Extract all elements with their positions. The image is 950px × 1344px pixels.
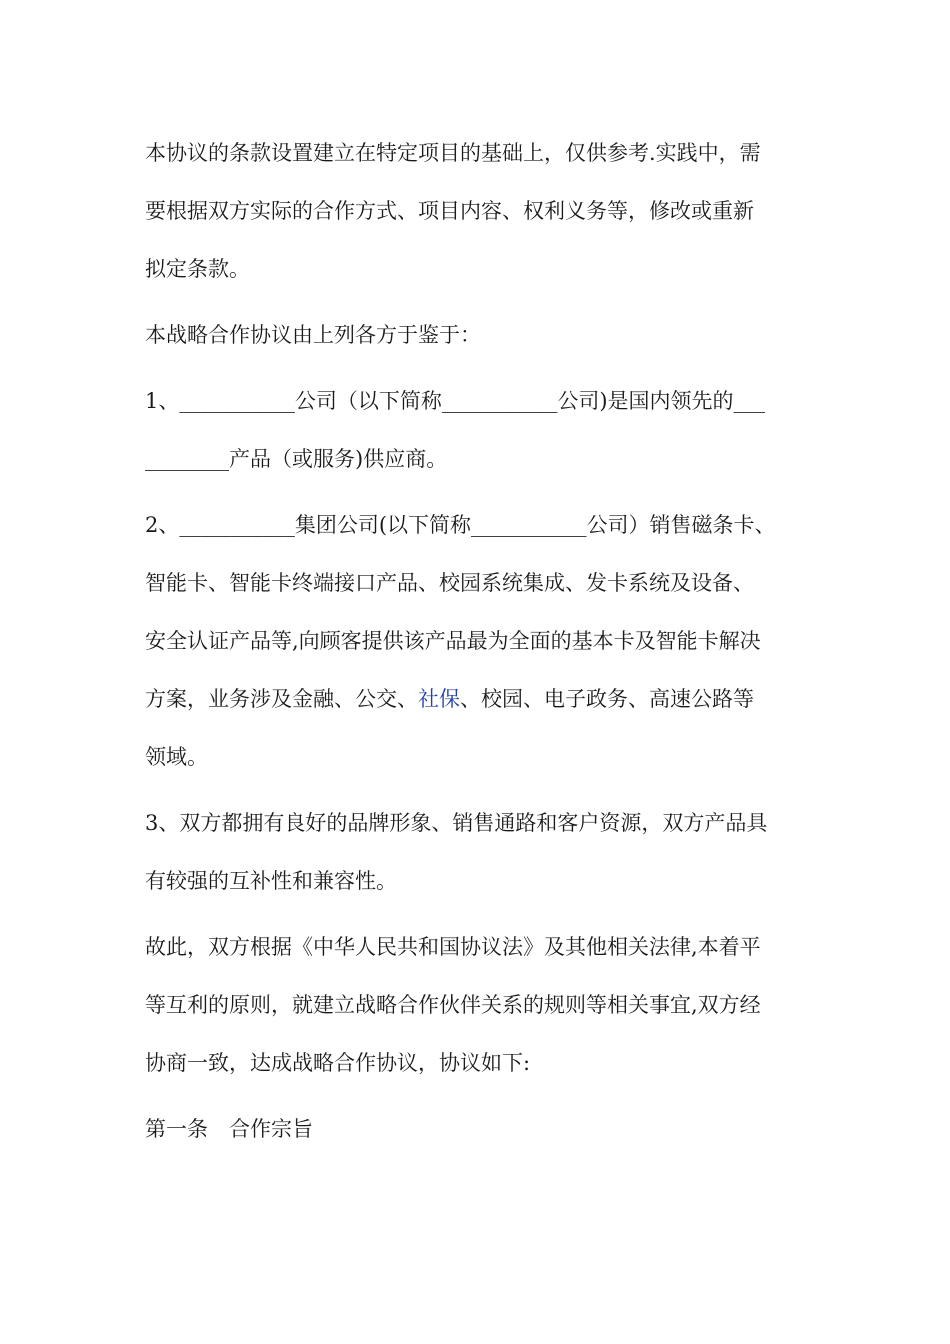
text-line	[145, 670, 815, 728]
heading-text: 第一条 合作宗旨	[145, 1117, 313, 1141]
text-line: 2、___________集团公司(以下简称___________公司）销售磁条卡、	[145, 513, 776, 537]
text-line: ________产品（或服务)供应商。	[145, 447, 448, 471]
document-body	[145, 124, 815, 1166]
text-line: 有较强的互补性和兼容性。	[145, 869, 397, 893]
clause-3-paragraph	[145, 794, 815, 910]
preamble-paragraph	[145, 306, 815, 364]
article-1-heading	[145, 1100, 815, 1158]
text-line: 领域。	[145, 745, 208, 769]
text-line: 安全认证产品等,向顾客提供该产品最为全面的基本卡及智能卡解决	[145, 629, 761, 653]
clause-1-paragraph	[145, 372, 815, 488]
clause-2-paragraph	[145, 496, 815, 786]
text-line: 等互利的原则，就建立战略合作伙伴关系的规则等相关事宜,双方经	[145, 993, 761, 1017]
text-line: 本协议的条款设置建立在特定项目的基础上，仅供参考.实践中，需	[145, 141, 761, 165]
text-line: 智能卡、智能卡终端接口产品、校园系统集成、发卡系统及设备、	[145, 571, 754, 595]
disclaimer-paragraph	[145, 124, 815, 298]
text-line: 本战略合作协议由上列各方于鉴于：	[145, 323, 481, 347]
text-line: 3、双方都拥有良好的品牌形象、销售通路和客户资源，双方产品具	[145, 811, 768, 835]
text-segment: 、校园、电子政务、高速公路等	[460, 687, 754, 711]
text-line: 拟定条款。	[145, 257, 250, 281]
social-security-link[interactable]: 社保	[418, 687, 460, 711]
text-segment: 方案，业务涉及金融、公交、	[145, 687, 418, 711]
text-line: 故此，双方根据《中华人民共和国协议法》及其他相关法律,本着平	[145, 935, 761, 959]
text-line: 1、___________公司（以下简称___________公司)是国内领先的___	[145, 389, 766, 413]
text-line: 协商一致，达成战略合作协议，协议如下:	[145, 1051, 531, 1075]
conclusion-paragraph	[145, 918, 815, 1092]
text-line: 要根据双方实际的合作方式、项目内容、权利义务等，修改或重新	[145, 199, 754, 223]
